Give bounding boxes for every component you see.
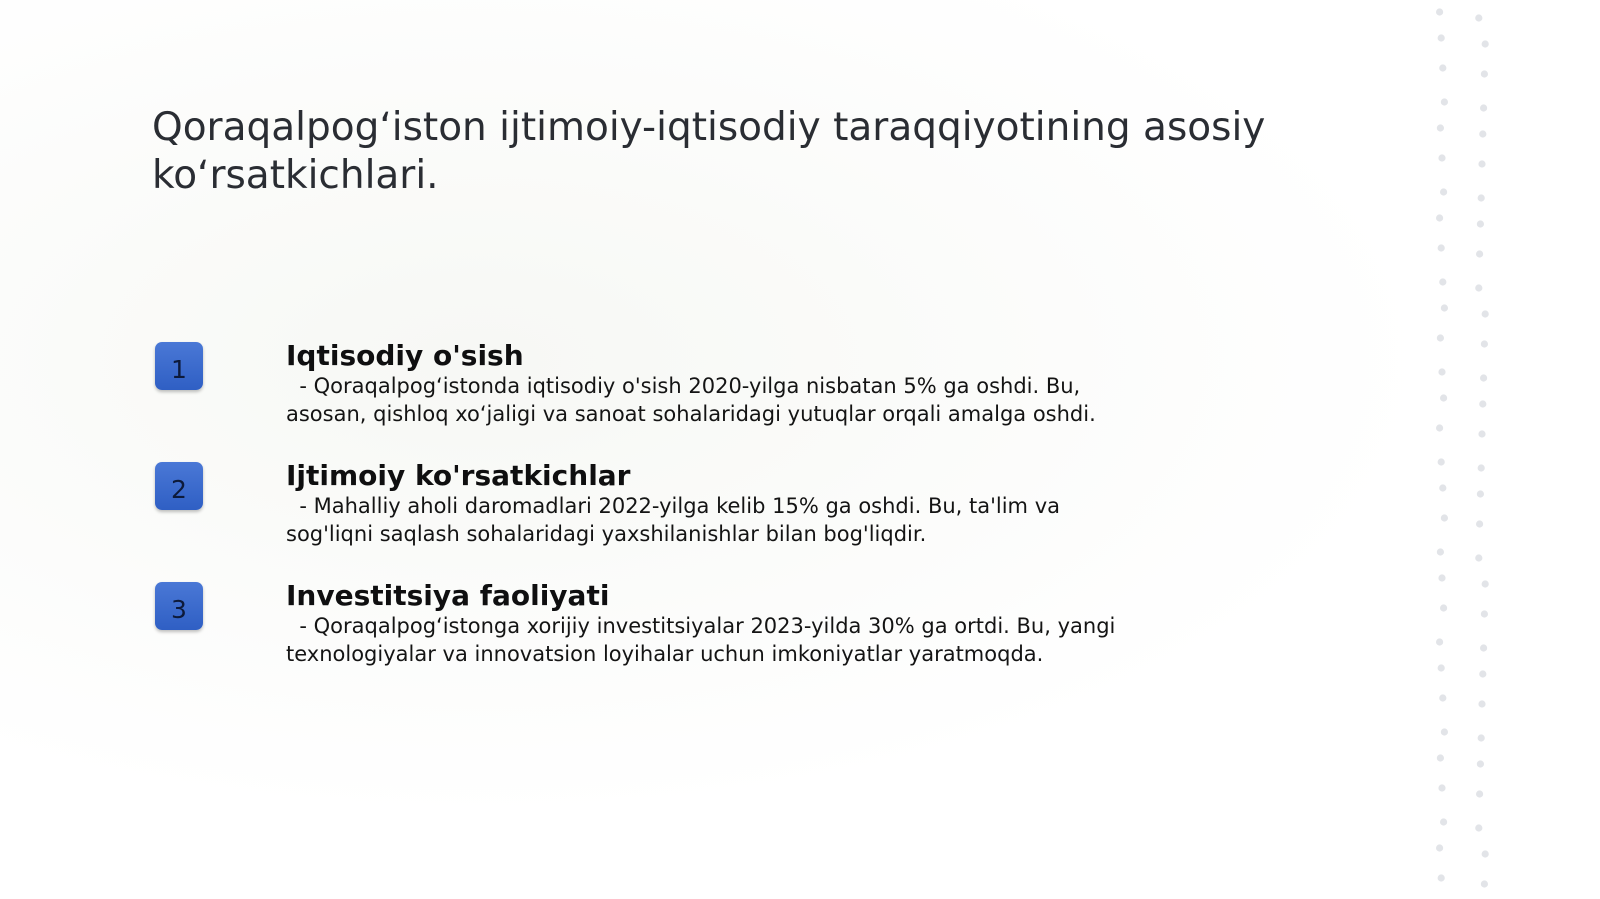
decorative-dot bbox=[1482, 580, 1489, 587]
decorative-dot bbox=[1481, 70, 1488, 77]
item-heading: Investitsiya faoliyati bbox=[286, 579, 610, 612]
decorative-dot bbox=[1438, 368, 1445, 375]
decorative-dot bbox=[1437, 548, 1444, 555]
decorative-dot bbox=[1475, 14, 1482, 21]
decorative-dot bbox=[1438, 574, 1445, 581]
decorative-dot bbox=[1475, 284, 1482, 291]
decorative-dot bbox=[1441, 304, 1448, 311]
number-badge: 3 bbox=[155, 582, 203, 630]
decorative-dot bbox=[1438, 874, 1445, 881]
decorative-dot bbox=[1479, 400, 1486, 407]
decorative-dot bbox=[1478, 464, 1485, 471]
decorative-dot bbox=[1440, 188, 1447, 195]
decorative-dot bbox=[1438, 784, 1445, 791]
decorative-dot bbox=[1480, 104, 1487, 111]
item-text bbox=[286, 340, 1116, 428]
decorative-dot bbox=[1436, 844, 1443, 851]
decorative-dot bbox=[1480, 374, 1487, 381]
decorative-dot bbox=[1440, 394, 1447, 401]
decorative-dot bbox=[1478, 430, 1485, 437]
decorative-dot bbox=[1441, 514, 1448, 521]
decorative-dot bbox=[1480, 644, 1487, 651]
decorative-dot bbox=[1481, 880, 1488, 887]
decorative-dot bbox=[1439, 694, 1446, 701]
decorative-dot bbox=[1440, 818, 1447, 825]
decorative-dot bbox=[1436, 214, 1443, 221]
item-text bbox=[286, 579, 1123, 668]
decorative-dot bbox=[1478, 700, 1485, 707]
decorative-dot bbox=[1441, 728, 1448, 735]
decorative-dot bbox=[1438, 664, 1445, 671]
decorative-dot bbox=[1479, 130, 1486, 137]
decorative-dot bbox=[1438, 458, 1445, 465]
decorative-dot bbox=[1476, 250, 1483, 257]
decorative-dot bbox=[1437, 334, 1444, 341]
decorative-dot bbox=[1477, 760, 1484, 767]
decorative-dot bbox=[1482, 310, 1489, 317]
decorative-dot bbox=[1441, 98, 1448, 105]
decorative-dot bbox=[1482, 850, 1489, 857]
decorative-dot bbox=[1482, 40, 1489, 47]
decorative-dot bbox=[1437, 124, 1444, 131]
decorative-dot bbox=[1475, 554, 1482, 561]
decorative-dot bbox=[1436, 8, 1443, 15]
item-text bbox=[286, 460, 1116, 548]
decorative-dot bbox=[1475, 824, 1482, 831]
decorative-dot bbox=[1479, 670, 1486, 677]
decorative-dot bbox=[1478, 734, 1485, 741]
decorative-dot bbox=[1437, 754, 1444, 761]
decorative-dot bbox=[1481, 340, 1488, 347]
decorative-dot bbox=[1439, 64, 1446, 71]
item-heading: Ijtimoiy ko'rsatkichlar bbox=[286, 459, 631, 492]
decorative-dot bbox=[1439, 278, 1446, 285]
decorative-dot bbox=[1438, 34, 1445, 41]
decorative-dot bbox=[1478, 160, 1485, 167]
decorative-dot bbox=[1478, 194, 1485, 201]
decorative-dot bbox=[1477, 490, 1484, 497]
decorative-dot bbox=[1438, 244, 1445, 251]
decorative-dot bbox=[1476, 520, 1483, 527]
decorative-dot bbox=[1438, 154, 1445, 161]
item-body: - Qoraqalpog‘istonga xorijiy investitsiyalar 2023-yilda 30% ga ortdi. Bu, yangi texnologiyalar va innovatsion loyihalar uchun imkoniyatlar yaratmoqda. bbox=[286, 614, 1123, 666]
decorative-dot bbox=[1440, 604, 1447, 611]
number-badge: 2 bbox=[155, 462, 203, 510]
item-heading: Iqtisodiy o'sish bbox=[286, 339, 524, 372]
decorative-dot bbox=[1436, 638, 1443, 645]
decorative-dot bbox=[1439, 484, 1446, 491]
item-body: - Mahalliy aholi daromadlari 2022-yilga kelib 15% ga oshdi. Bu, ta'lim va sog'liqni saqlash sohalaridagi yaxshilanishlar bilan bog'liqdir. bbox=[286, 494, 1067, 546]
decorative-dot bbox=[1477, 220, 1484, 227]
slide-title: Qoraqalpog‘iston ijtimoiy-iqtisodiy taraqqiyotining asosiy ko‘rsatkichlari. bbox=[152, 105, 1266, 198]
number-badge: 1 bbox=[155, 342, 203, 390]
decorative-dot bbox=[1481, 610, 1488, 617]
decorative-dots bbox=[1420, 0, 1520, 899]
decorative-dot bbox=[1436, 424, 1443, 431]
decorative-dot bbox=[1476, 790, 1483, 797]
item-body: - Qoraqalpog‘istonda iqtisodiy o'sish 2020-yilga nisbatan 5% ga oshdi. Bu, asosan, qishloq xo‘jaligi va sanoat sohalaridagi yutuqlar orqali amalga oshdi. bbox=[286, 374, 1096, 426]
